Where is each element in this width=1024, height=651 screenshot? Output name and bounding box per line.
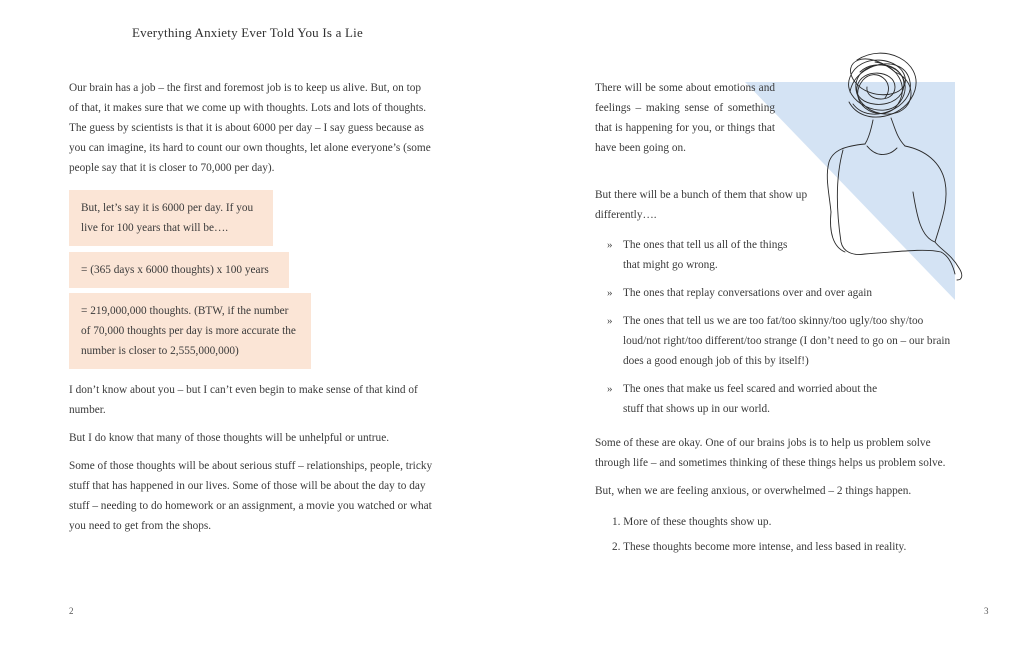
numbered-item: 1. More of these thoughts show up. — [612, 516, 772, 528]
right-paragraph-2: But there will be a bunch of them that show up differently…. — [595, 189, 808, 221]
right-paragraph-1: There will be some about emotions and feelings – making sense of something that is happening for you, or things that have been going on. — [595, 82, 775, 154]
bullet-marker: » — [607, 383, 613, 395]
left-paragraph-3: But I do know that many of those thoughts will be unhelpful or untrue. — [69, 432, 390, 444]
right-paragraph-3: Some of these are okay. One of our brains jobs is to help us problem solve through life – and sometimes thinking of these things helps us problem solve. — [595, 437, 946, 469]
numbered-item: 2. These thoughts become more intense, and less based in reality. — [612, 541, 907, 553]
bullet-marker: » — [607, 239, 613, 251]
left-paragraph-2: I don’t know about you – but I can’t even begin to make sense of that kind of number. — [69, 384, 418, 416]
callout-box-2: = (365 days x 6000 thoughts) x 100 years — [69, 252, 289, 288]
bullet-marker: » — [607, 315, 613, 327]
page-number-left: 2 — [69, 606, 74, 616]
right-paragraph-4: But, when we are feeling anxious, or overwhelmed – 2 things happen. — [595, 485, 912, 497]
bullet-item — [595, 283, 953, 303]
running-header: Everything Anxiety Ever Told You Is a Lie — [132, 25, 363, 40]
bullet-item — [595, 379, 893, 419]
callout-box-3: = 219,000,000 thoughts. (BTW, if the number of 70,000 thoughts per day is more accurate the number is closer to 2,555,000,000) — [69, 293, 311, 369]
bullet-marker: » — [607, 287, 613, 299]
left-paragraph-4: Some of those thoughts will be about serious stuff – relationships, people, tricky stuff that has happened in our lives. Some of those will be about the day to day stuff – needing to do homework or an assignment, a movie you watched or what you need to get from the shops. — [69, 460, 433, 532]
bullet-item — [595, 235, 793, 275]
bullet-text: The ones that make us feel scared and worried about the stuff that shows up in our world. — [623, 383, 878, 415]
bullet-list — [595, 235, 953, 427]
numbered-list — [612, 512, 906, 562]
bullet-item — [595, 311, 953, 371]
page-number-right: 3 — [984, 606, 989, 616]
bullet-text: The ones that replay conversations over and over again — [623, 287, 873, 299]
left-paragraph-1: Our brain has a job – the first and foremost job is to keep us alive. But, on top of that, it makes sure that we come up with thoughts. Lots and lots of thoughts. The guess by scientists is that it is about 6000 per day – I say guess because as you can imagine, its hard to count our own thoughts, let alone everyone’s (some people say that it is closer to 70,000 per day). — [69, 82, 431, 174]
callout-box-1: But, let’s say it is 6000 per day. If you live for 100 years that will be…. — [69, 190, 273, 246]
bullet-text: The ones that tell us all of the things that might go wrong. — [623, 239, 788, 271]
bullet-text: The ones that tell us we are too fat/too skinny/too ugly/too shy/too loud/not right/too different/too strange (I don’t need to go on – our brain does a good enough job of this by itself!) — [623, 315, 951, 367]
